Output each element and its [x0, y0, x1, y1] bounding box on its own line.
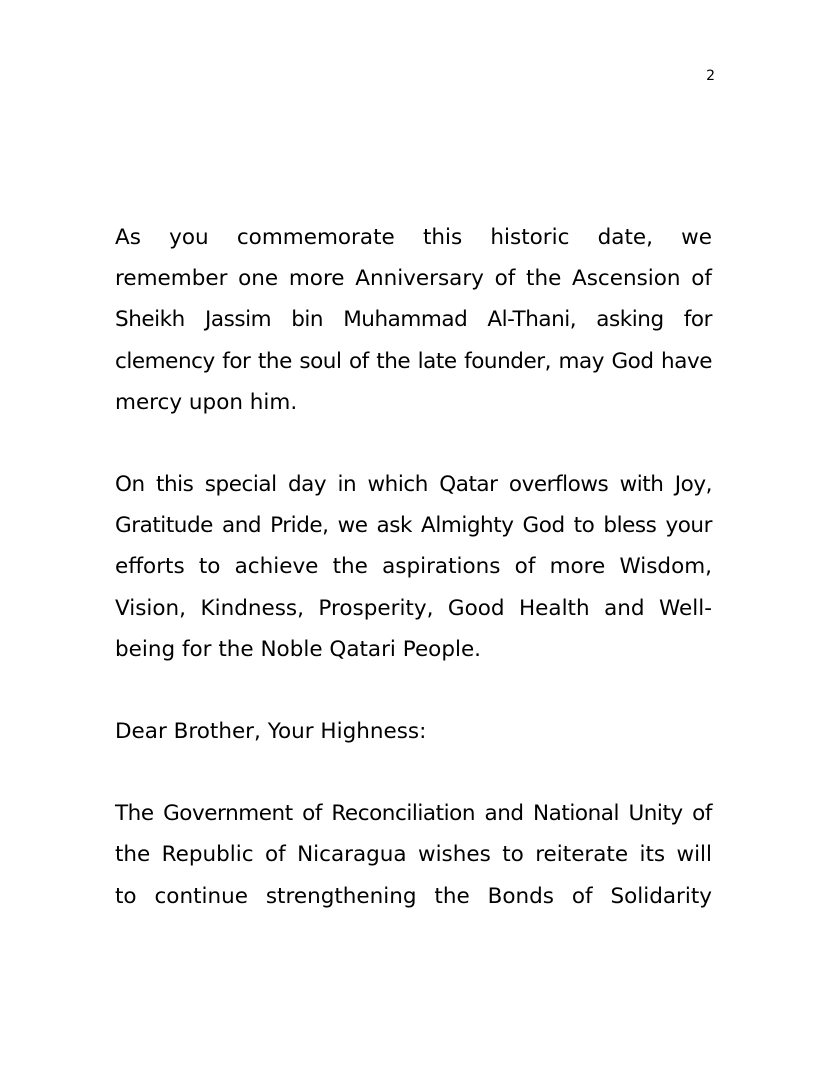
text-line: On this special day in which Qatar overflows with Joy, [115, 472, 712, 498]
page-number: 2 [706, 68, 715, 84]
text-line: to continue strengthening the Bonds of Solidarity [115, 883, 712, 909]
text-line: Dear Brother, Your Highness: [115, 719, 427, 745]
paragraph-special-day [115, 464, 712, 670]
paragraph-commemoration [115, 217, 712, 423]
text-line: the Republic of Nicaragua wishes to reiterate its will [115, 842, 712, 868]
text-line: efforts to achieve the aspirations of more Wisdom, [115, 554, 712, 580]
text-line: As you commemorate this historic date, we [115, 225, 712, 250]
text-line: The Government of Reconciliation and National Unity of [115, 801, 712, 827]
text-line: remember one more Anniversary of the Ascension of [115, 266, 712, 292]
text-line: clemency for the soul of the late founder, may God have [115, 348, 712, 374]
text-line: Gratitude and Pride, we ask Almighty God to bless your [115, 513, 712, 539]
text-line: being for the Noble Qatari People. [115, 636, 482, 662]
text-line: Sheikh Jassim bin Muhammad Al-Thani, asking for [115, 307, 712, 333]
salutation [115, 711, 712, 752]
paragraph-government [115, 793, 712, 917]
letter-body [115, 217, 712, 917]
text-line: Vision, Kindness, Prosperity, Good Health and Well- [115, 595, 712, 621]
text-line: mercy upon him. [115, 389, 298, 415]
